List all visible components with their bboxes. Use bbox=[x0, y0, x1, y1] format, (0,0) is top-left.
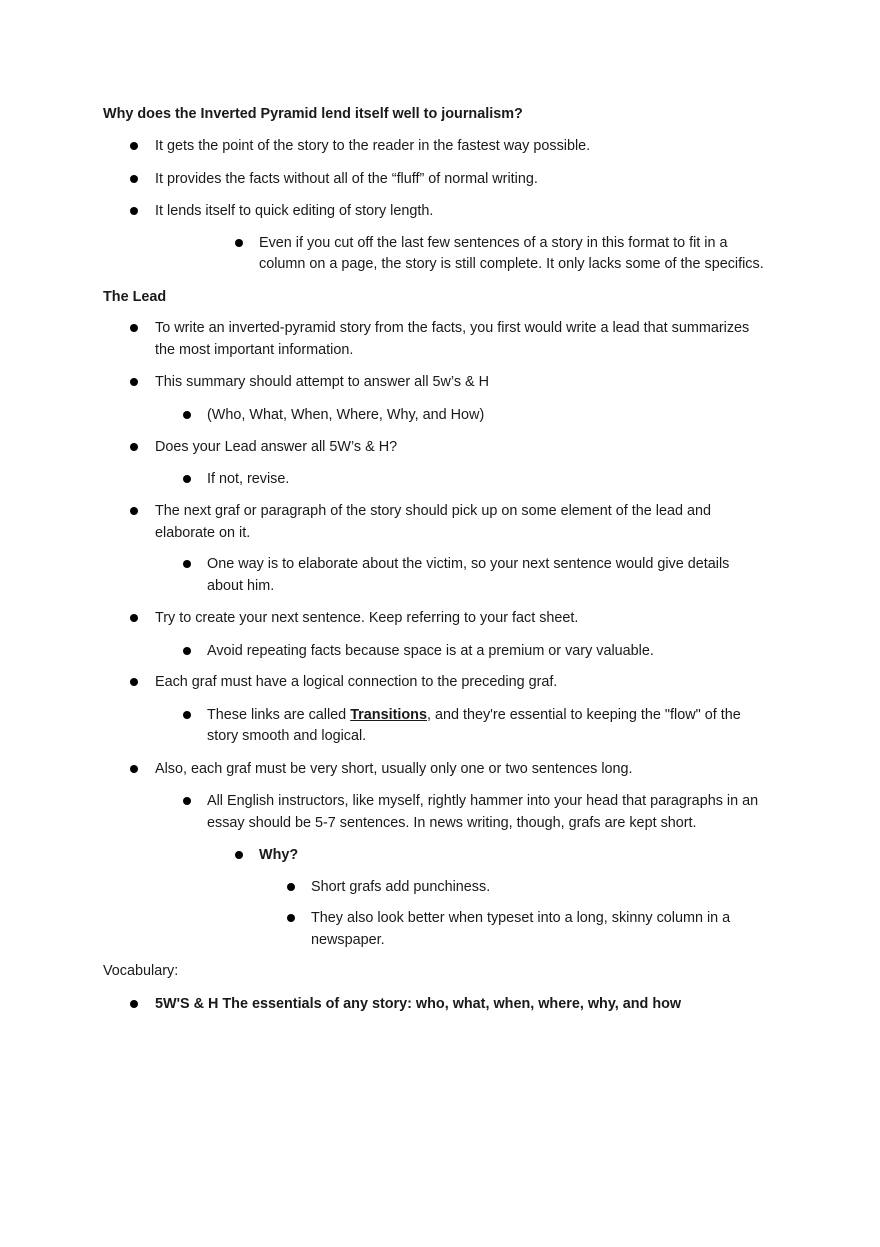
list-item-text: Why? bbox=[259, 847, 299, 863]
list-item-text: column on a page, the story is still complete. It only lacks some of the specifics. bbox=[259, 256, 764, 272]
bullet-icon bbox=[183, 475, 191, 483]
bullet-icon bbox=[130, 765, 138, 773]
list-item-text: It lends itself to quick editing of story length. bbox=[155, 203, 434, 219]
list-item-text: Also, each graf must be very short, usually only one or two sentences long. bbox=[155, 761, 633, 777]
list-item-text: 5W'S & H The essentials of any story: who, what, when, where, why, and how bbox=[155, 996, 682, 1012]
list-item-text: The next graf or paragraph of the story should pick up on some element of the lead and bbox=[155, 503, 711, 519]
list-item-text: They also look better when typeset into a long, skinny column in a bbox=[311, 910, 731, 926]
bullet-icon bbox=[130, 324, 138, 332]
bullet-icon bbox=[130, 443, 138, 451]
bullet-icon bbox=[183, 711, 191, 719]
heading-text: Vocabulary: bbox=[103, 963, 179, 979]
list-item-text: Avoid repeating facts because space is at a premium or vary valuable. bbox=[207, 643, 654, 659]
list-item-text: All English instructors, like myself, rightly hammer into your head that paragraphs in an bbox=[207, 793, 759, 809]
bullet-icon bbox=[183, 560, 191, 568]
list-item-text: essay should be 5-7 sentences. In news writing, though, grafs are kept short. bbox=[207, 815, 697, 831]
list-item-text: Short grafs add punchiness. bbox=[311, 879, 491, 895]
list-item-text: It provides the facts without all of the “fluff” of normal writing. bbox=[155, 171, 538, 187]
text-segment: These links are called bbox=[207, 707, 351, 723]
bullet-icon bbox=[130, 378, 138, 386]
bullet-icon bbox=[183, 411, 191, 419]
transitions-term: Transitions bbox=[350, 707, 427, 723]
bullet-icon bbox=[183, 797, 191, 805]
bullet-icon bbox=[130, 207, 138, 215]
list-item-text: (Who, What, When, Where, Why, and How) bbox=[207, 407, 485, 423]
heading-text: Why does the Inverted Pyramid lend itself well to journalism? bbox=[103, 106, 523, 122]
bullet-icon bbox=[235, 851, 243, 859]
list-item-text: Each graf must have a logical connection to the preceding graf. bbox=[155, 674, 558, 690]
bullet-icon bbox=[130, 175, 138, 183]
text-segment: , and they're essential to keeping the "flow" of the bbox=[426, 707, 741, 723]
list-item-text: the most important information. bbox=[155, 342, 354, 358]
bullet-icon bbox=[130, 678, 138, 686]
list-item-text: One way is to elaborate about the victim, so your next sentence would give details bbox=[207, 556, 730, 572]
bullet-icon bbox=[235, 239, 243, 247]
list-item-text: story smooth and logical. bbox=[207, 728, 367, 744]
list-item-text: If not, revise. bbox=[207, 471, 290, 487]
heading-text: The Lead bbox=[103, 289, 167, 305]
list-item-text: Even if you cut off the last few sentences of a story in this format to fit in a bbox=[259, 235, 728, 251]
list-item-text: Try to create your next sentence. Keep referring to your fact sheet. bbox=[155, 610, 579, 626]
bullet-icon bbox=[130, 142, 138, 150]
list-item-text: elaborate on it. bbox=[155, 525, 251, 541]
list-item-text bbox=[207, 705, 741, 725]
bullet-icon bbox=[287, 914, 295, 922]
bullet-icon bbox=[287, 883, 295, 891]
list-item-text: Does your Lead answer all 5W’s & H? bbox=[155, 439, 398, 455]
list-item-text: about him. bbox=[207, 578, 275, 594]
list-item-text: To write an inverted-pyramid story from the facts, you first would write a lead that summarizes bbox=[155, 320, 750, 336]
list-item-text: newspaper. bbox=[311, 932, 385, 948]
bullet-icon bbox=[130, 614, 138, 622]
bullet-icon bbox=[130, 1000, 138, 1008]
bullet-icon bbox=[130, 507, 138, 515]
list-item-text: It gets the point of the story to the reader in the fastest way possible. bbox=[155, 138, 591, 154]
list-item-text: This summary should attempt to answer all 5w’s & H bbox=[155, 374, 490, 390]
bullet-icon bbox=[183, 647, 191, 655]
